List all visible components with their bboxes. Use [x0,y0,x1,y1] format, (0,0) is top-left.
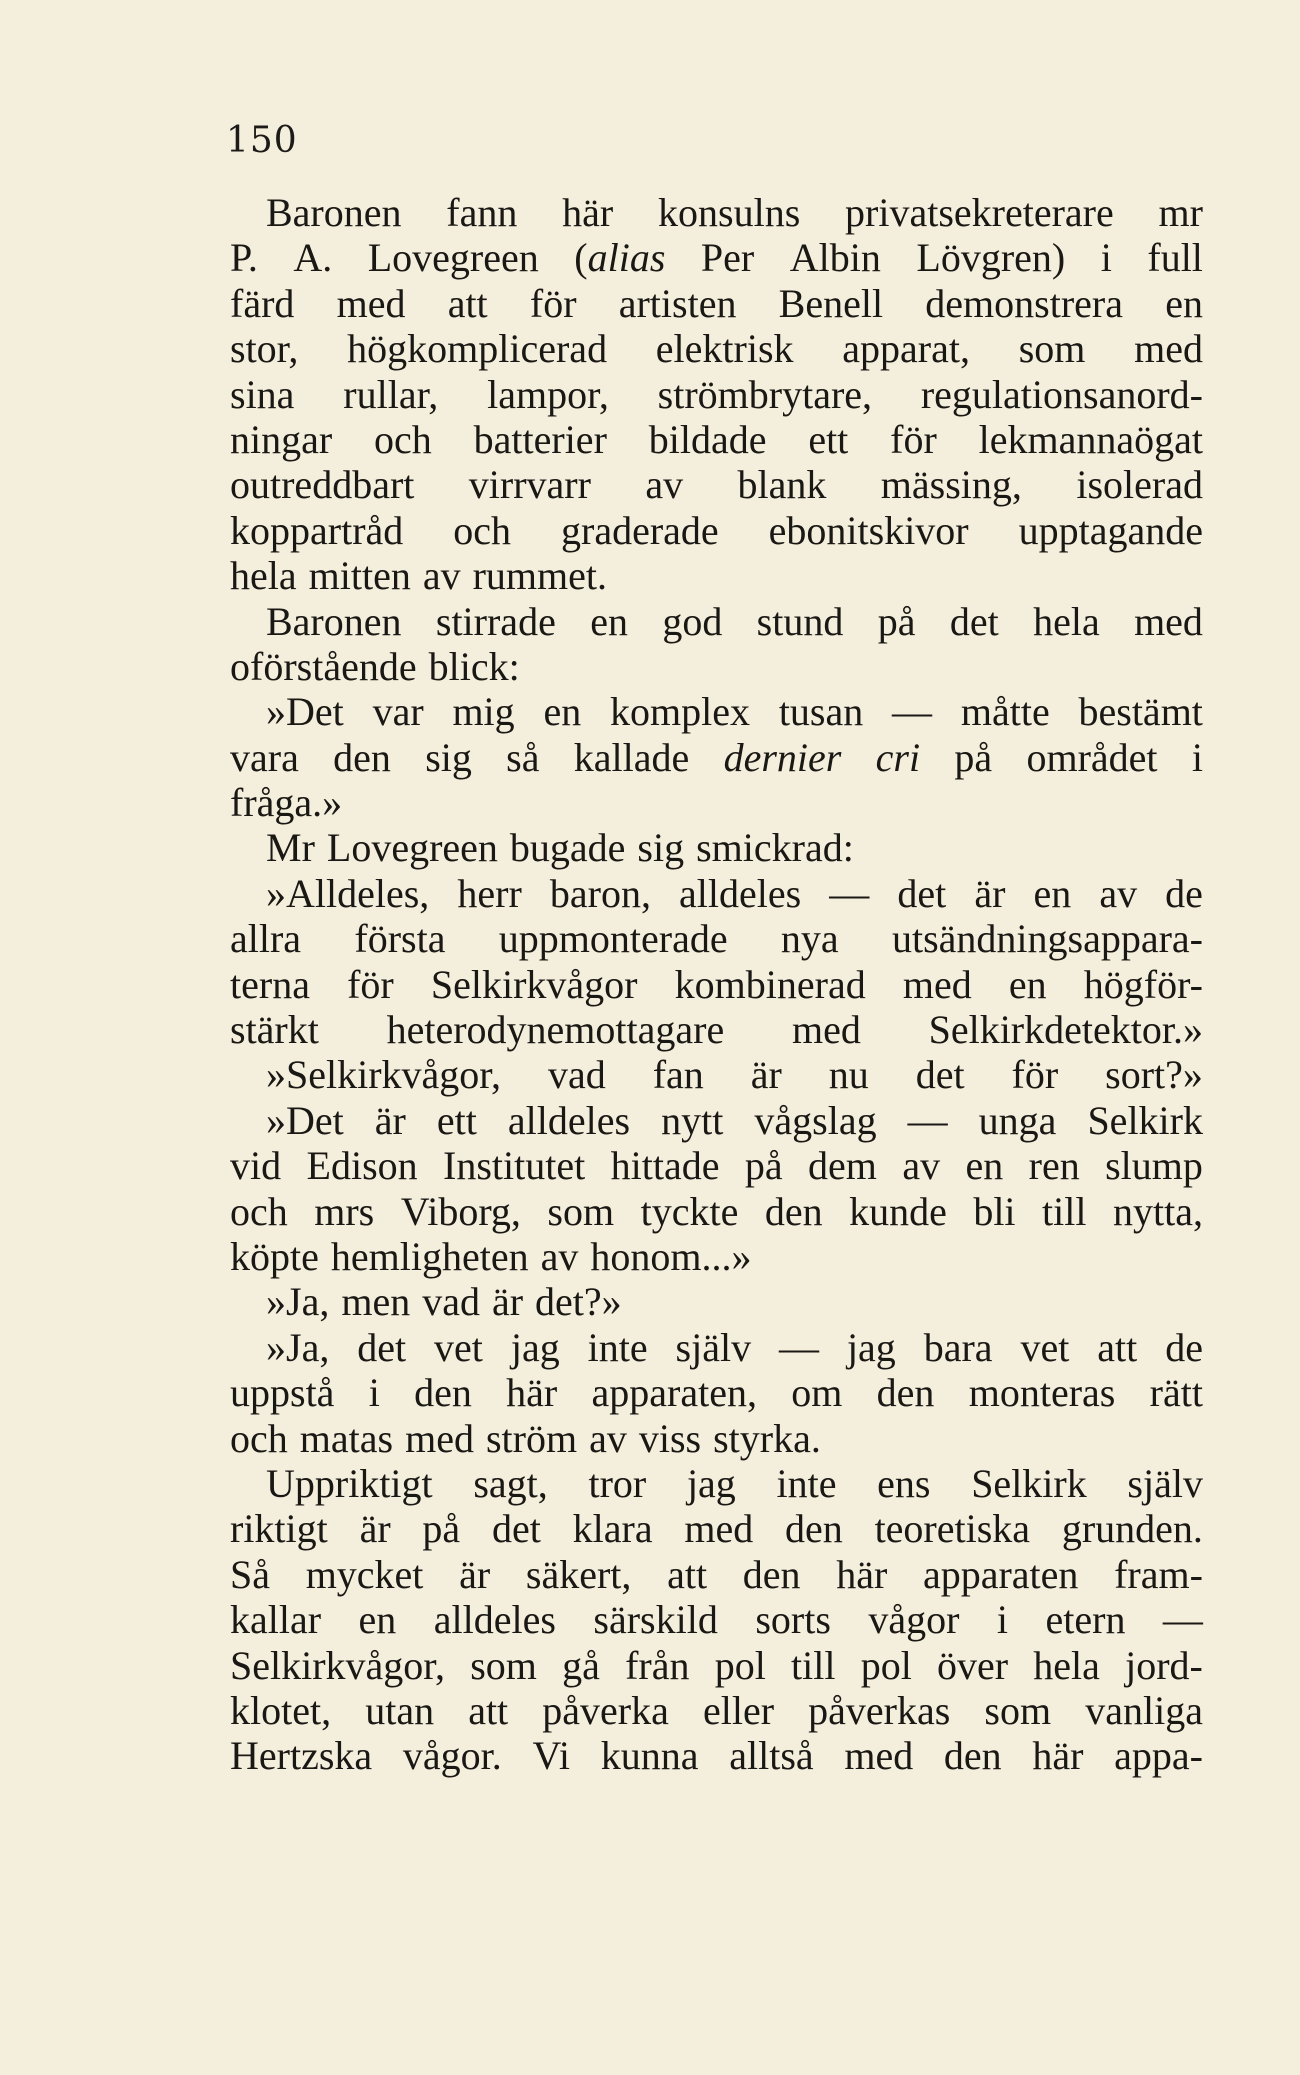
text-line [230,735,1203,780]
word: batterier [473,416,607,462]
word: vågor [868,1597,960,1643]
word: det [357,1324,407,1370]
word: det [915,1052,965,1098]
word: ett [808,416,849,462]
word: rummet. [472,553,608,599]
body-text [230,190,1203,1779]
word: men [341,1279,411,1325]
word: av [422,553,461,599]
word: sina [230,371,295,417]
word: alltså [729,1733,814,1779]
text-line [230,553,1203,598]
word: en [1165,280,1203,326]
text-line [230,1552,1203,1597]
word: med [336,280,406,326]
word: är [359,1506,391,1552]
text-line [230,235,1203,280]
word: pol [860,1642,912,1688]
word: Mr [266,825,315,871]
text-line [230,1098,1203,1143]
text-line [230,1597,1203,1642]
text-line [230,825,1203,870]
text-line [230,689,1203,734]
word: unga [978,1097,1057,1143]
word: dernier [723,734,842,780]
word: med [791,1007,861,1053]
word: honom...» [590,1233,752,1279]
word: med [902,961,972,1007]
word: klara [572,1506,653,1552]
word: som [470,1642,537,1688]
word: bestämt [1078,689,1203,735]
word: de [1165,1324,1203,1370]
word: är [974,870,1006,916]
word: Selkirkvågor, [230,1642,446,1688]
word: att [447,280,488,326]
word: terna [230,961,310,1007]
word: lekmannaögat [978,416,1203,462]
word: vågor. [402,1733,502,1779]
word: för [347,961,394,1007]
word: Selkirkvågor [430,961,638,1007]
word: jord- [1125,1642,1203,1688]
word: Uppriktigt [266,1460,433,1506]
word: högför- [1083,961,1203,1007]
word: — [1162,1597,1203,1643]
word: bildade [648,416,767,462]
word: att [1097,1324,1138,1370]
text-line [230,916,1203,961]
word: P. [230,235,258,281]
word: köpte [230,1233,319,1279]
word: i [1191,734,1203,780]
word: Benell [778,280,884,326]
word: blank [737,462,827,508]
word: påverkas [808,1687,951,1733]
word: den [876,1370,935,1416]
word: Lövgren) [916,235,1066,281]
word: hela [1033,598,1100,644]
word: Lovegreen [326,825,498,871]
word: den [414,1370,472,1416]
word: sagt, [473,1460,548,1506]
word: ningar [230,416,333,462]
word: kombinerad [674,961,866,1007]
word: den [764,1188,823,1234]
word: Viborg, [400,1188,521,1234]
word: »Ja, [266,1279,330,1325]
word: som [1018,326,1086,372]
word: kunde [849,1188,947,1234]
word: inte [587,1324,648,1370]
word: nya [780,916,839,962]
word: — [892,689,933,735]
word: en [358,1597,397,1643]
word: som [984,1687,1052,1733]
word: att [468,1687,509,1733]
word: vet [1020,1324,1070,1370]
word: viss [638,1415,702,1461]
word: här [506,1370,558,1416]
word: och [453,507,512,553]
word: det [949,598,999,644]
word: elektrisk [655,326,794,372]
word: ett [436,1097,477,1143]
word: påverka [542,1687,669,1733]
word: slump [1105,1143,1203,1189]
text-line [230,962,1203,1007]
word: cri [875,734,921,780]
word: på [877,598,916,644]
word: hemligheten [330,1233,529,1279]
word: »Selkirkvågor, [266,1052,502,1098]
word: strömbrytare, [657,371,873,417]
text-line [230,1370,1203,1415]
text-line [230,1506,1203,1551]
word: full [1147,235,1203,281]
word: alldeles [507,1097,631,1143]
word: stund [756,598,844,644]
word: området [1026,734,1158,780]
word: jag [686,1460,736,1506]
word: sort?» [1105,1052,1203,1098]
word: för [890,416,937,462]
word: måtte [960,689,1050,735]
word: uppmonterade [498,916,728,962]
word: — [907,1097,948,1143]
word: smickrad: [696,825,854,871]
word: »Det [266,689,344,735]
word: rätt [1149,1370,1203,1416]
text-line [230,1007,1203,1052]
word: Så [230,1551,270,1597]
word: regulationsanord- [920,371,1203,417]
word: över [937,1642,1009,1688]
text-line [230,462,1203,507]
word: alldeles [433,1597,556,1643]
word: nytt [661,1097,724,1143]
word: de [1165,870,1203,916]
word: tyckte [640,1188,739,1234]
word: färd [230,280,295,326]
word: teoretiska [874,1506,1031,1552]
word: nytta, [1112,1188,1203,1234]
word: i [368,1370,380,1416]
text-line [230,326,1203,371]
word: privatsekreterare [845,190,1114,235]
word: som [547,1188,615,1234]
word: fram- [1114,1551,1203,1597]
word: ebonitskivor [768,507,969,553]
word: bara [923,1324,993,1370]
word: det [491,1506,541,1552]
text-line [230,871,1203,916]
word: oförstående [230,643,417,689]
word: och [230,1415,288,1461]
word: kallade [573,734,690,780]
word: med [844,1733,914,1779]
word: appa- [1114,1733,1203,1779]
word: en [1008,961,1047,1007]
text-line [230,1461,1203,1506]
word: jag [846,1324,896,1370]
text-line [230,1143,1203,1188]
word: vågslag [754,1097,877,1143]
word: rullar, [343,371,439,417]
text-line [230,1189,1203,1234]
page-number: 150 [226,120,298,161]
word: Vi [532,1733,571,1779]
word: apparaten, [591,1370,757,1416]
word: A. [293,235,333,281]
word: Selkirk [971,1460,1087,1506]
word: konsulns [658,190,801,235]
word: »Ja, [266,1324,330,1370]
text-line [230,780,1203,825]
word: en [590,598,628,644]
word: och [230,1188,288,1234]
word: och [374,416,432,462]
text-line [230,1643,1203,1688]
word: heterodynemottagare [386,1007,725,1053]
word: här [1032,1733,1084,1779]
text-line [230,508,1203,553]
word: själv [675,1324,752,1370]
word: säkert, [525,1551,632,1597]
word: om [791,1370,843,1416]
word: vet [434,1324,483,1370]
word: den [742,1551,801,1597]
word: en [1033,870,1072,916]
word: så [506,734,540,780]
word: vid [230,1143,282,1189]
word: på [744,1143,783,1189]
word: fan [652,1052,704,1098]
word: uppstå [230,1370,335,1416]
word: med [405,1415,474,1461]
word: av [645,462,684,508]
word: fråga.» [230,780,343,826]
word: Hertzska [230,1733,373,1779]
word: en [543,689,582,735]
word: är [459,1551,491,1597]
word: för [529,280,577,326]
word: Albin [789,235,881,281]
word: herr [457,870,522,916]
word: ens [877,1460,931,1506]
word: stor, [230,326,299,372]
word: här [836,1551,888,1597]
word: till [791,1642,836,1688]
word: mässing, [880,462,1022,508]
word: alldeles [679,870,802,916]
text-line [230,281,1203,326]
word: sig [637,825,685,871]
word: vara [230,734,299,780]
word: blick: [428,643,520,689]
text-line [230,1279,1203,1324]
word: på [954,734,993,780]
word: är [491,1279,524,1325]
word: av [540,1233,579,1279]
word: fann [446,190,518,235]
word: hela [1033,1642,1100,1688]
word: kallar [230,1597,322,1643]
word: lampor, [487,371,609,417]
text-line [230,1416,1203,1461]
word: första [354,916,446,962]
text-line [230,372,1203,417]
word: mrs [314,1188,375,1234]
word: inte [776,1460,837,1506]
text-line [230,417,1203,462]
word: hela [230,553,297,599]
word: är [750,1052,782,1098]
word: »Det [266,1097,344,1143]
word: var [372,689,424,735]
word: pol [714,1642,766,1688]
word: nu [828,1052,869,1098]
text-line [230,1688,1203,1733]
word: med [684,1506,754,1552]
word: graderade [561,507,719,553]
word: grunden. [1061,1506,1203,1552]
word: monteras [968,1370,1116,1416]
word: utsändningsappara- [891,916,1203,962]
word: Baronen [266,598,402,644]
text-line [230,1325,1203,1370]
word: stärkt [230,1007,319,1053]
word: i [996,1597,1009,1643]
word: artisten [618,280,737,326]
word: mig [452,689,515,735]
word: bli [973,1188,1016,1234]
word: jag [510,1324,560,1370]
word: apparat, [842,326,970,372]
word: Lovegreen [367,235,539,281]
word: med [1134,326,1203,372]
word: matas [299,1415,394,1461]
word: en [965,1143,1004,1189]
text-line [230,1234,1203,1279]
word: apparaten [922,1551,1079,1597]
word: särskild [593,1597,718,1643]
word: demonstrera [925,280,1123,326]
word: tror [588,1460,647,1506]
word: isolerad [1076,462,1203,508]
word: mitten [308,553,411,599]
word: att [667,1551,708,1597]
word: Institutet [443,1143,586,1189]
word: med [1134,598,1203,644]
word: mycket [305,1551,424,1597]
word: det [897,870,947,916]
word: styrka. [713,1415,821,1461]
word: högkomplicerad [347,326,608,372]
word: den [943,1733,1002,1779]
word: själv [1127,1460,1203,1506]
word: av [1099,870,1138,916]
word: dem [808,1143,877,1189]
word: Selkirkdetektor.» [928,1007,1203,1053]
word: ström [485,1415,578,1461]
word: koppartråd [230,507,404,553]
word: Selkirk [1087,1097,1203,1143]
word: mr [1158,190,1203,235]
word: tusan [778,689,864,735]
word: »Alldeles, [266,870,430,916]
word: baron, [549,870,651,916]
word: av [902,1143,941,1189]
word: god [662,598,723,644]
word: vad [547,1052,606,1098]
word: — [779,1324,820,1370]
word: eller [702,1687,775,1733]
text-line [230,1052,1203,1097]
word: stirrade [435,598,556,644]
text-line [230,644,1203,689]
word: (alias [574,235,666,281]
word: klotet, [230,1687,332,1733]
word: det?» [535,1279,622,1325]
word: kunna [600,1733,699,1779]
text-line [230,1733,1203,1778]
text-line [230,599,1203,644]
word: komplex [610,689,751,735]
word: virrvarr [468,462,591,508]
word: Baronen [266,190,402,235]
word: den [785,1506,843,1552]
word: sig [425,734,472,780]
word: från [625,1642,690,1688]
word: vad [422,1279,480,1325]
text-line [230,190,1203,235]
word: vanliga [1085,1687,1203,1733]
word: gå [562,1642,600,1688]
word: riktigt [230,1506,328,1552]
word: här [562,190,614,235]
word: sorts [755,1597,831,1643]
word: Edison [306,1143,418,1189]
word: etern [1045,1597,1126,1643]
word: för [1011,1052,1059,1098]
word: på [422,1506,461,1552]
word: hittade [610,1143,720,1189]
word: i [1100,235,1112,281]
word: allra [230,916,302,962]
word: upptagande [1018,507,1203,553]
word: outreddbart [230,462,415,508]
word: utan [365,1687,435,1733]
word: är [374,1097,406,1143]
word: bugade [509,825,626,871]
word: Per [700,235,755,281]
word: till [1042,1188,1087,1234]
word: av [589,1415,627,1461]
word: — [829,870,870,916]
word: den [333,734,391,780]
word: ren [1028,1143,1080,1189]
